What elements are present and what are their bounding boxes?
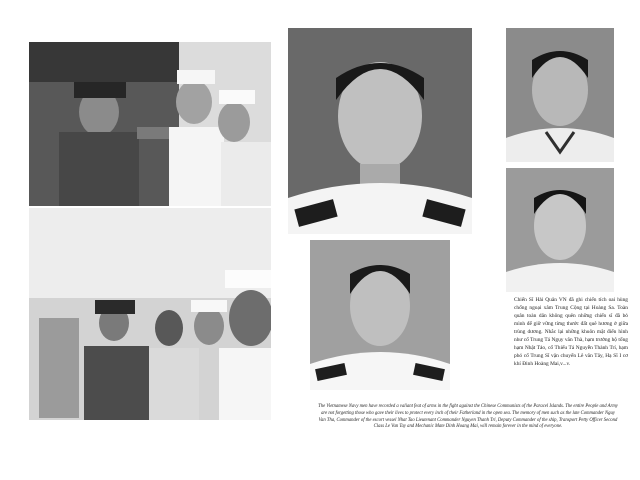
portrait-sailor-4: [310, 240, 450, 390]
portrait-sailor-2: [506, 28, 614, 162]
caption-english: The Vietnamese Navy men have recorded a valiant feat of arms in the fight against the Chinese Communists of the Paracel Islands. The entire People and Army are not forgetting those who gave their lives to protect every inch of their Fatherland in the open sea. The memory of men such as the late Commander Nguy Van Tha, Commander of the escort vessel Nhat Tao Lieutenant Commander Nguyen Thanh Tri, Deputy Commander of the ship, Transport Petty Officer Second Class Le Van Tay and Mechanic Mate Dinh Hoang Mai, will remain forever in the mind of everyone.: [318, 404, 618, 430]
portrait-sailor-1: [288, 28, 472, 234]
portrait-sailor-3: [506, 168, 614, 292]
ceremony-photo-top: [29, 42, 271, 206]
ceremony-photo-bottom: [29, 208, 271, 420]
caption-vietnamese: Chiến Sĩ Hải Quân VN đã ghi chiến tích oai hùng chống ngoại xâm Trung Cộng tại Hoàng Sa. Toàn quân toàn dân không quên những chiến sĩ đã bỏ mình để giữ vững từng thước đất quê hương ở giữa trùng dương. Nhắc lại những khuôn mặt điển hình như cố Trung Tá Ngụy văn Thà, hạm trưởng hộ tống hạm Nhật Tảo, cố Thiếu Tá Nguyễn Thành Trí, hạm phó cố Trung Sĩ vận chuyển Lê văn Tây, Hạ Sĩ I cơ khí Đinh Hoàng Mai,v...v.: [514, 297, 628, 367]
